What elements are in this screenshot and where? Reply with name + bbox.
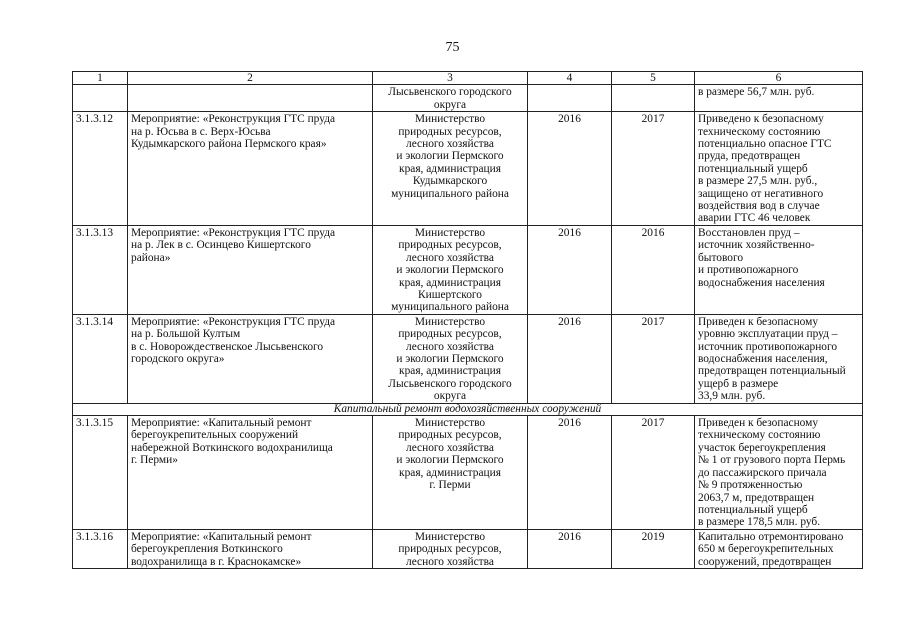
executor: [373, 529, 528, 568]
expected-result-line: Капитально отремонтировано: [698, 530, 844, 543]
expected-result-line: сооружений, предотвращен: [698, 555, 832, 568]
executor-line: края, администрация: [399, 365, 501, 378]
expected-result-line: ущерб в размере: [698, 377, 779, 390]
executor-line: Министерство: [414, 315, 486, 328]
measure-number: 3.1.3.16: [73, 529, 128, 568]
start-year: 2016: [528, 314, 612, 403]
end-year: 2016: [612, 225, 695, 314]
expected-result-line: техническому состоянию: [698, 125, 821, 138]
end-year: 2017: [612, 416, 695, 530]
executor: [373, 225, 528, 314]
executor-line: лесного хозяйства: [406, 555, 494, 568]
expected-result-line: в размере 178,5 млн. руб.: [698, 516, 821, 529]
expected-result: [695, 529, 863, 568]
section-title: Капитальный ремонт водохозяйственных сооружений: [73, 403, 863, 416]
col-header-3: 3: [373, 72, 528, 85]
expected-result-line: Приведен к безопасному: [698, 315, 819, 328]
measure-name-line: Кудымкарского района Пермского края»: [131, 138, 327, 151]
executor: [373, 416, 528, 530]
expected-result-line: источник противопожарного: [698, 340, 838, 353]
table-row: [73, 314, 863, 403]
measure-number: 3.1.3.12: [73, 112, 128, 226]
executor-line: природных ресурсов,: [398, 328, 502, 341]
executor: [373, 112, 528, 226]
expected-result-line: пруда, предотвращен: [698, 150, 801, 163]
table-body: [73, 85, 863, 569]
measure-name-line: Мероприятие: «Реконструкция ГТС пруда: [131, 113, 336, 126]
executor-line: лесного хозяйства: [406, 138, 494, 151]
expected-result-line: и противопожарного: [698, 264, 799, 277]
table-row: [73, 112, 863, 226]
expected-result: [695, 112, 863, 226]
expected-result: [695, 85, 863, 112]
measure-name-line: набережной Воткинского водохранилища: [131, 441, 333, 454]
executor-line: природных ресурсов,: [398, 543, 502, 556]
expected-result-line: аварии ГТС 46 человек: [698, 212, 811, 225]
measure-name-line: района»: [131, 251, 171, 264]
start-year: 2016: [528, 529, 612, 568]
expected-result-line: до пассажирского причала: [698, 466, 827, 479]
executor-line: муниципального района: [391, 301, 509, 314]
measure-name-line: Мероприятие: «Реконструкция ГТС пруда: [131, 226, 336, 239]
section-row: [73, 403, 863, 416]
measure-name-line: берегоукрепления Воткинского: [131, 543, 283, 556]
expected-result-line: 650 м берегоукрепительных: [698, 543, 834, 556]
start-year: 2016: [528, 112, 612, 226]
expected-result-line: воздействия вод в случае: [698, 200, 820, 213]
col-header-5: 5: [612, 72, 695, 85]
measure-name: [128, 85, 373, 112]
executor-line: Кишертского: [418, 288, 482, 301]
expected-result-line: водоснабжения населения: [698, 276, 825, 289]
expected-result-line: в размере 56,7 млн. руб.: [698, 86, 815, 99]
measure-number: 3.1.3.13: [73, 225, 128, 314]
expected-result-line: Восстановлен пруд –: [698, 226, 800, 239]
column-number-row: [73, 72, 863, 85]
expected-result-line: техническому состоянию: [698, 429, 821, 442]
expected-result-line: в размере 27,5 млн. руб.,: [698, 175, 818, 188]
executor-line: Министерство: [414, 113, 486, 126]
executor-line: и экологии Пермского: [396, 352, 504, 365]
executor-line: округа: [433, 98, 467, 111]
executor-line: и экологии Пермского: [396, 264, 504, 277]
measure-number: 3.1.3.15: [73, 416, 128, 530]
expected-result-line: Приведен к безопасному: [698, 417, 819, 430]
start-year: 2016: [528, 416, 612, 530]
measure-name-line: Мероприятие: «Капитальный ремонт: [131, 417, 312, 430]
executor-line: Министерство: [414, 417, 486, 430]
executor-line: г. Перми: [429, 479, 471, 492]
expected-result-line: бытового: [698, 251, 744, 264]
expected-result: [695, 416, 863, 530]
executor-line: округа: [433, 390, 467, 403]
measure-number: 3.1.3.14: [73, 314, 128, 403]
executor-line: лесного хозяйства: [406, 441, 494, 454]
expected-result-line: № 9 протяженностью: [698, 479, 803, 492]
expected-result-line: предотвращен потенциальный: [698, 365, 846, 378]
col-header-4: 4: [528, 72, 612, 85]
measure-name: [128, 314, 373, 403]
measure-name: [128, 112, 373, 226]
executor-line: Министерство: [414, 226, 486, 239]
measures-table: [72, 71, 863, 569]
executor-line: Министерство: [414, 530, 486, 543]
col-header-1: 1: [73, 72, 128, 85]
measure-name-line: на р. Большой Култым: [131, 328, 241, 341]
measure-name-line: Мероприятие: «Капитальный ремонт: [131, 530, 312, 543]
executor-line: края, администрация: [399, 162, 501, 175]
end-year: 2017: [612, 314, 695, 403]
start-year: 2016: [528, 225, 612, 314]
expected-result-line: потенциально опасное ГТС: [698, 138, 832, 151]
table-row: [73, 529, 863, 568]
measure-name-line: Мероприятие: «Реконструкция ГТС пруда: [131, 315, 336, 328]
expected-result-line: 2063,7 м, предотвращен: [698, 491, 815, 504]
executor-line: природных ресурсов,: [398, 429, 502, 442]
page-number: 75: [445, 40, 460, 55]
measure-number: [73, 85, 128, 112]
expected-result-line: № 1 от грузового порта Пермь: [698, 454, 846, 467]
executor-line: Кудымкарского: [412, 175, 488, 188]
measure-name-line: на р. Юсьва в с. Верх-Юсьва: [131, 125, 271, 138]
expected-result-line: 33,9 млн. руб.: [698, 390, 766, 403]
measure-name: [128, 225, 373, 314]
expected-result-line: защищено от негативного: [698, 187, 824, 200]
start-year: [528, 85, 612, 112]
executor-line: природных ресурсов,: [398, 125, 502, 138]
executor-line: природных ресурсов,: [398, 239, 502, 252]
measure-name-line: на р. Лек в с. Осинцево Кишертского: [131, 239, 311, 252]
measure-name-line: водохранилища в г. Краснокамске»: [131, 555, 302, 568]
expected-result-line: водоснабжения населения,: [698, 352, 828, 365]
executor-line: и экологии Пермского: [396, 150, 504, 163]
measure-name-line: городского округа»: [131, 352, 225, 365]
measure-name-line: берегоукрепительных сооружений: [131, 429, 299, 442]
col-header-6: 6: [695, 72, 863, 85]
table-row: [73, 416, 863, 530]
expected-result: [695, 314, 863, 403]
executor-line: и экологии Пермского: [396, 454, 504, 467]
end-year: 2019: [612, 529, 695, 568]
executor-line: края, администрация: [399, 466, 501, 479]
expected-result-line: уровню эксплуатации пруд –: [698, 328, 838, 341]
expected-result-line: потенциальный ущерб: [698, 503, 808, 516]
executor-line: лесного хозяйства: [406, 251, 494, 264]
end-year: [612, 85, 695, 112]
end-year: 2017: [612, 112, 695, 226]
table-row: [73, 85, 863, 112]
executor: [373, 314, 528, 403]
executor-line: лесного хозяйства: [406, 340, 494, 353]
expected-result-line: источник хозяйственно-: [698, 239, 815, 252]
measure-name: [128, 529, 373, 568]
executor: [373, 85, 528, 112]
table-row: [73, 225, 863, 314]
expected-result-line: потенциальный ущерб: [698, 162, 808, 175]
measure-name-line: в с. Новорождественское Лысьвенского: [131, 340, 324, 353]
col-header-2: 2: [128, 72, 373, 85]
measure-name-line: г. Перми»: [131, 454, 178, 467]
expected-result: [695, 225, 863, 314]
executor-line: Лысьвенского городского: [388, 86, 512, 99]
expected-result-line: участок берегоукрепления: [698, 441, 826, 454]
executor-line: края, администрация: [399, 276, 501, 289]
measure-name: [128, 416, 373, 530]
executor-line: Лысьвенского городского: [388, 377, 512, 390]
executor-line: муниципального района: [391, 187, 509, 200]
expected-result-line: Приведено к безопасному: [698, 113, 824, 126]
